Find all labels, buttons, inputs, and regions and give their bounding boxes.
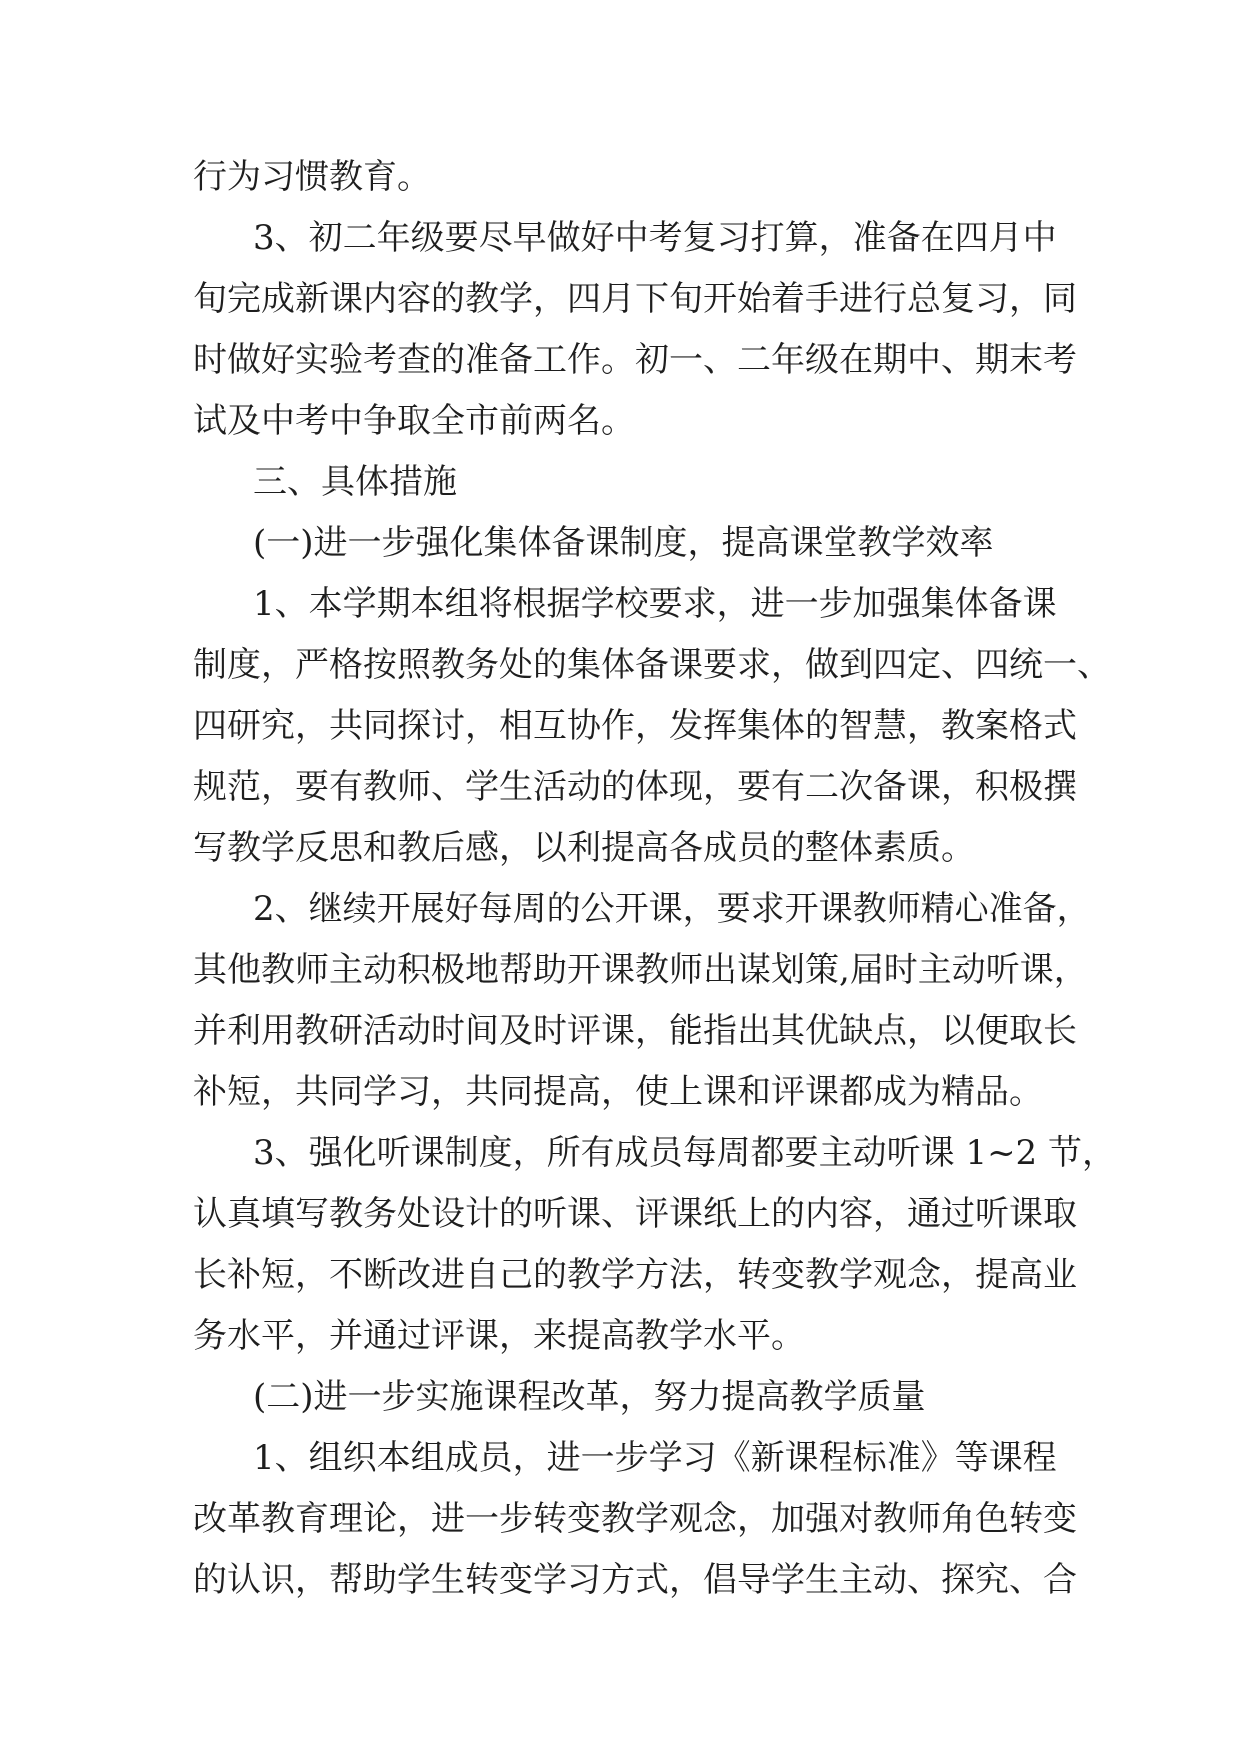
text-line: 的认识，帮助学生转变学习方式，倡导学生主动、探究、合 (193, 1560, 1077, 1600)
text-line: 四研究，共同探讨，相互协作，发挥集体的智慧，教案格式 (193, 706, 1077, 746)
text-line: 试及中考中争取全市前两名。 (193, 401, 635, 441)
text-line: 务水平，并通过评课，来提高教学水平。 (193, 1316, 805, 1356)
text-line: 3、强化听课制度，所有成员每周都要主动听课 1~2 节， (253, 1133, 1116, 1173)
text-line: 1、本学期本组将根据学校要求，进一步加强集体备课 (253, 584, 1057, 624)
text-line: 改革教育理论，进一步转变教学观念，加强对教师角色转变 (193, 1499, 1077, 1539)
subsection-heading: (一)进一步强化集体备课制度，提高课堂教学效率 (253, 523, 994, 563)
text-line: 认真填写教务处设计的听课、评课纸上的内容，通过听课取 (193, 1194, 1077, 1234)
text-line: 3、初二年级要尽早做好中考复习打算，准备在四月中 (253, 218, 1057, 258)
text-line: 2、继续开展好每周的公开课，要求开课教师精心准备， (253, 889, 1091, 929)
text-line: 行为习惯教育。 (193, 157, 431, 197)
text-line: 旬完成新课内容的教学，四月下旬开始着手进行总复习，同 (193, 279, 1077, 319)
text-line: 写教学反思和教后感，以利提高各成员的整体素质。 (193, 828, 975, 868)
text-line: 并利用教研活动时间及时评课，能指出其优缺点，以便取长 (193, 1011, 1077, 1051)
text-line: 长补短，不断改进自己的教学方法，转变教学观念，提高业 (193, 1255, 1077, 1295)
text-line: 时做好实验考查的准备工作。初一、二年级在期中、期末考 (193, 340, 1077, 380)
text-line: 制度，严格按照教务处的集体备课要求，做到四定、四统一、 (193, 645, 1111, 685)
text-line: 1、组织本组成员，进一步学习《新课程标准》等课程 (253, 1438, 1057, 1478)
text-line: 其他教师主动积极地帮助开课教师出谋划策,届时主动听课， (193, 950, 1088, 990)
section-heading: 三、具体措施 (253, 462, 457, 502)
text-line: 规范，要有教师、学生活动的体现，要有二次备课，积极撰 (193, 767, 1077, 807)
text-line: 补短，共同学习，共同提高，使上课和评课都成为精品。 (193, 1072, 1043, 1112)
subsection-heading: (二)进一步实施课程改革，努力提高教学质量 (253, 1377, 926, 1417)
